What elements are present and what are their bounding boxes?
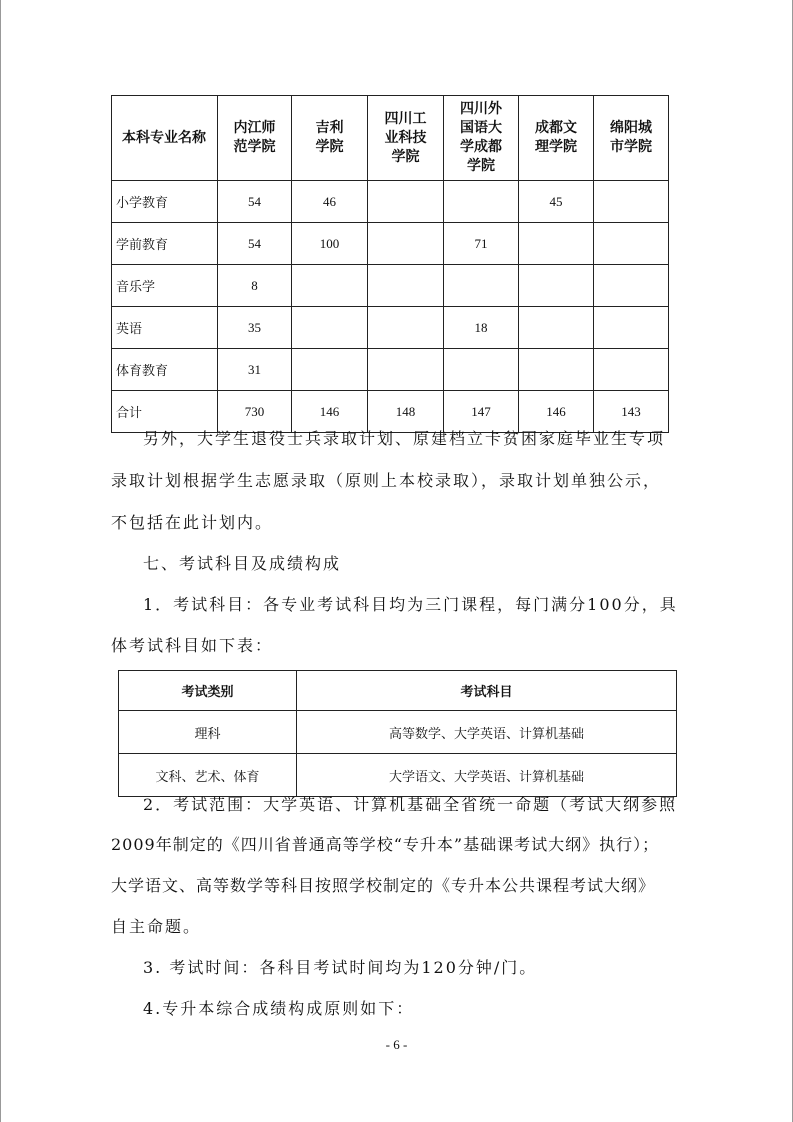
paragraph-line: 录取计划根据学生志愿录取（原则上本校录取），录取计划单独公示，: [111, 471, 662, 490]
table-cell: 54: [218, 181, 292, 223]
table-total-row: [112, 391, 669, 433]
table-row: [112, 307, 669, 349]
table-cell: 54: [218, 223, 292, 265]
paragraph-line: 不包括在此计划内。: [111, 513, 274, 532]
table-cell: [368, 349, 444, 391]
enrollment-plan-table: [111, 95, 669, 433]
table-cell: [444, 265, 519, 307]
table-cell: [594, 349, 669, 391]
table-cell: 147: [444, 391, 519, 433]
table-cell: 大学语文、大学英语、计算机基础: [297, 754, 677, 797]
column-header: 四川外 国语大 学成都 学院: [444, 96, 519, 181]
table-cell: [368, 223, 444, 265]
page-left-border: [0, 0, 1, 1122]
table-cell: [594, 307, 669, 349]
table-cell: 100: [292, 223, 368, 265]
table-cell: 高等数学、大学英语、计算机基础: [297, 711, 677, 754]
table-cell: [444, 181, 519, 223]
table-cell: 71: [444, 223, 519, 265]
table-cell: 146: [519, 391, 594, 433]
table-cell: 理科: [119, 711, 297, 754]
table-cell: 46: [292, 181, 368, 223]
paragraph-line: 3. 考试时间：各科目考试时间均为120分钟/门。: [143, 958, 538, 977]
table-cell: 合计: [112, 391, 218, 433]
page-number: - 6 -: [385, 1037, 408, 1052]
exam-subjects-table: [118, 670, 677, 797]
paragraph-line: 2009年制定的《四川省普通高等学校“专升本”基础课考试大纲》执行）；: [111, 835, 660, 854]
column-header: 吉利 学院: [292, 96, 368, 181]
paragraph-line: 1．考试科目：各专业考试科目均为三门课程，每门满分100分，具: [143, 595, 678, 614]
table-cell: [368, 307, 444, 349]
table-cell: 英语: [112, 307, 218, 349]
table-cell: 143: [594, 391, 669, 433]
column-header: 考试类别: [119, 671, 297, 711]
table-row: [119, 754, 677, 797]
table-cell: [292, 265, 368, 307]
table-cell: 31: [218, 349, 292, 391]
paragraph-line: 体考试科目如下表：: [111, 636, 274, 655]
table-cell: 146: [292, 391, 368, 433]
table-cell: 148: [368, 391, 444, 433]
table-cell: [368, 265, 444, 307]
section-heading: 七、考试科目及成绩构成: [143, 554, 342, 573]
table-row: [119, 711, 677, 754]
table-cell: [519, 349, 594, 391]
table-cell: [368, 181, 444, 223]
column-header: 考试科目: [297, 671, 677, 711]
table-cell: [594, 181, 669, 223]
table-cell: 体育教育: [112, 349, 218, 391]
column-header: 绵阳城 市学院: [594, 96, 669, 181]
table-cell: 文科、艺术、体育: [119, 754, 297, 797]
table-cell: 小学教育: [112, 181, 218, 223]
table-header-row: [119, 671, 677, 711]
table-cell: [444, 349, 519, 391]
table-cell: [594, 223, 669, 265]
paragraph-line: 大学语文、高等数学等科目按照学校制定的《专升本公共课程考试大纲》: [111, 876, 656, 895]
table-cell: 730: [218, 391, 292, 433]
table-cell: [519, 223, 594, 265]
column-header: 内江师 范学院: [218, 96, 292, 181]
table-cell: [519, 265, 594, 307]
table-cell: [519, 307, 594, 349]
table-row: [112, 223, 669, 265]
column-header: 成都文 理学院: [519, 96, 594, 181]
column-header: 四川工 业科技 学院: [368, 96, 444, 181]
table-cell: 45: [519, 181, 594, 223]
table-row: [112, 181, 669, 223]
paragraph-line: 4.专升本综合成绩构成原则如下：: [143, 999, 415, 1018]
table-row: [112, 349, 669, 391]
paragraph-line: 自主命题。: [111, 917, 202, 936]
table-header-row: [112, 96, 669, 181]
column-header: 本科专业名称: [112, 96, 218, 181]
paragraph-line: 2．考试范围：大学英语、计算机基础全省统一命题（考试大纲参照: [143, 795, 678, 814]
table-cell: 音乐学: [112, 265, 218, 307]
table-row: [112, 265, 669, 307]
table-cell: 18: [444, 307, 519, 349]
table-cell: [594, 265, 669, 307]
table-cell: 8: [218, 265, 292, 307]
table-cell: [292, 307, 368, 349]
table-cell: 学前教育: [112, 223, 218, 265]
paragraph-line: 另外，大学生退役士兵录取计划、原建档立卡贫困家庭毕业生专项: [143, 429, 666, 448]
table-cell: [292, 349, 368, 391]
table-cell: 35: [218, 307, 292, 349]
